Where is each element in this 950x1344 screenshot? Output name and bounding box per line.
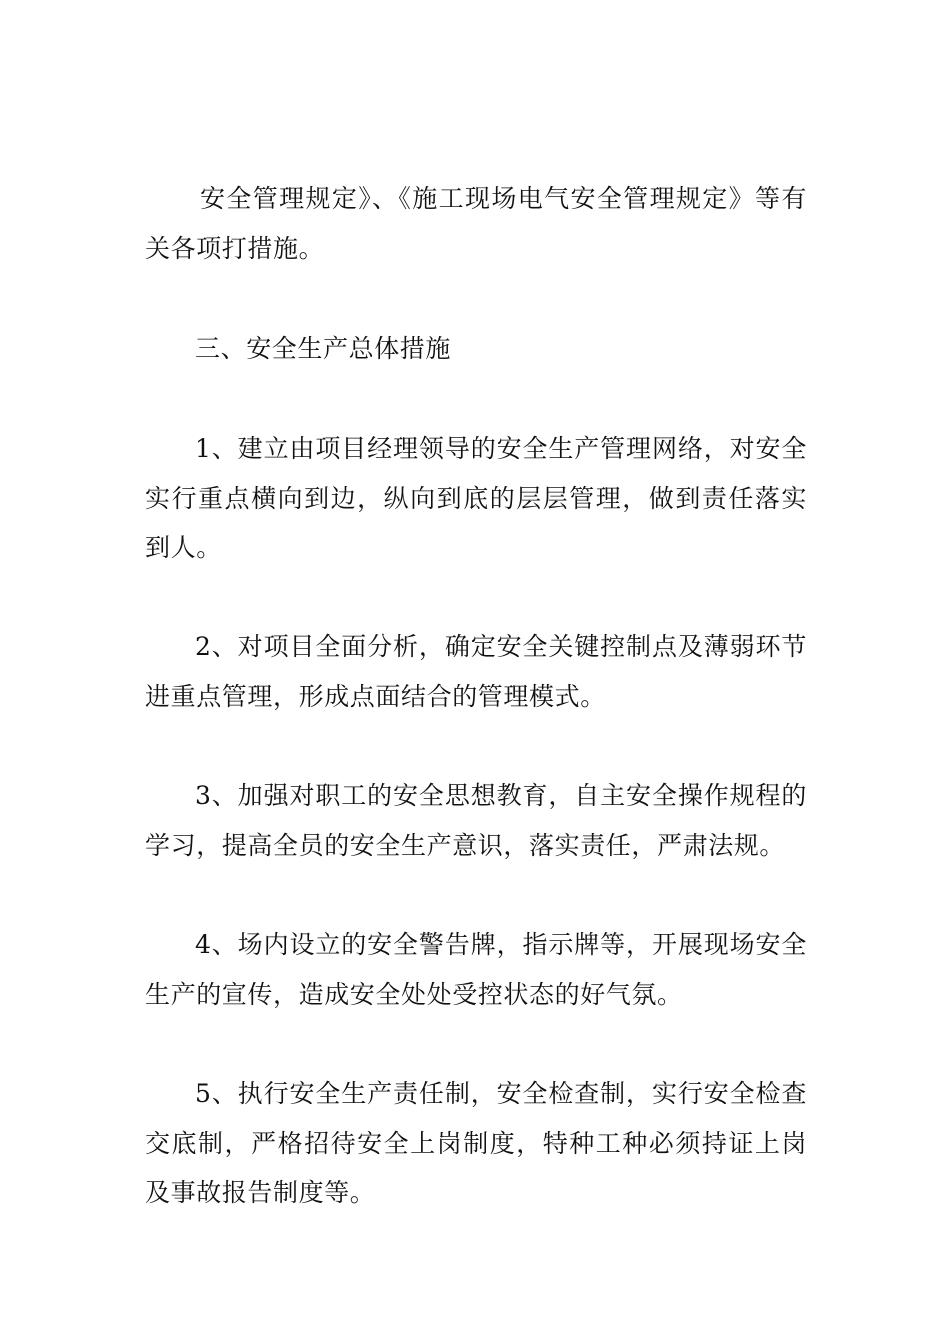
paragraph-item-4: 4、场内设立的安全警告牌，指示牌等，开展现场安全生产的宣传，造成安全处处受控状态的好气氛。	[145, 930, 807, 1009]
section-heading: 三、安全生产总体措施	[195, 334, 452, 363]
paragraph-item-1: 1、建立由项目经理领导的安全生产管理网络，对安全实行重点横向到边，纵向到底的层层管理，做到责任落实到人。	[145, 434, 807, 562]
paragraph-item-2: 2、对项目全面分析，确定安全关键控制点及薄弱环节进重点管理，形成点面结合的管理模式。	[145, 632, 807, 711]
paragraph-item-5: 5、执行安全生产责任制，安全检查制，实行安全检查交底制，严格招待安全上岗制度，特种工种必须持证上岗及事故报告制度等。	[145, 1079, 807, 1207]
paragraph-continuation: 安全管理规定》、《施工现场电气安全管理规定》等有关各项打措施。	[145, 184, 807, 263]
paragraph-item-3: 3、加强对职工的安全思想教育，自主安全操作规程的学习，提高全员的安全生产意识，落实责任，严肃法规。	[145, 781, 807, 860]
